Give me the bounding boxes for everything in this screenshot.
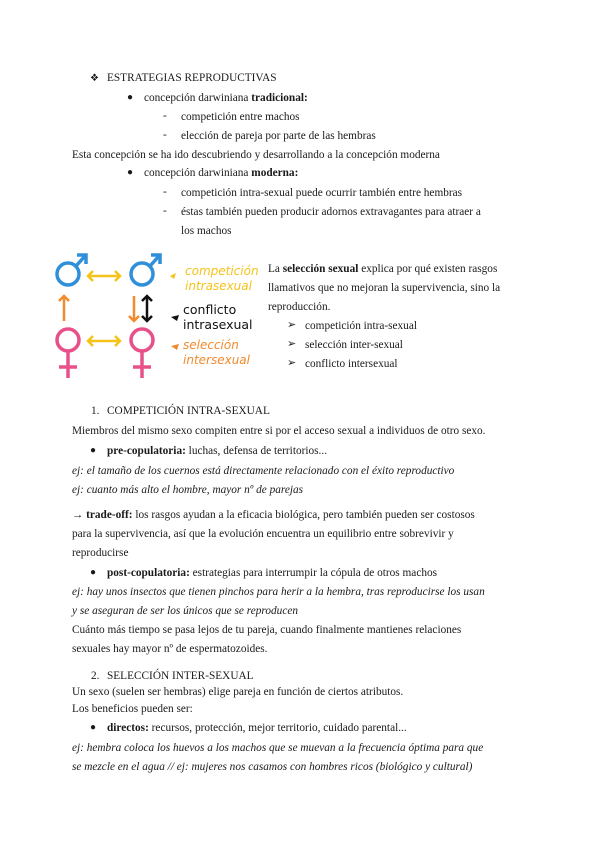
moderna-item-1: competición intra-sexual puede ocurrir también entre hembras [181,187,463,199]
sec2-p2: Los beneficios pueden ser: [72,703,193,715]
bullet-dot: ● [90,567,97,578]
moderna-heading: concepción darwiniana moderna: [144,167,299,179]
sec1-tradeoff-2: para la supervivencia, así que la evolución encuentra un equilibrio entre sobrevivir y [72,528,454,540]
dash: - [163,205,167,217]
selection-item-2: selección inter-sexual [305,339,403,351]
arrow-bullet: ➢ [287,319,297,331]
female-symbol-right [131,329,153,378]
trad-item-2: elección de pareja por parte de las hembras [181,130,376,142]
arrow-orange-right [129,296,139,321]
sec1-example-1: ej: el tamaño de los cuernos está directamente relacionado con el éxito reproductivo [72,465,455,477]
bullet-dot: ● [90,722,97,733]
sec1-tradeoff: → trade-off: los rasgos ayudan a la eficacia biológica, pero también pueden ser costosos [72,509,475,521]
dash: - [163,129,167,141]
arrow-yellow-bottom [88,336,120,346]
sec1-example-3: ej: hay unos insectos que tienen pinchos para herir a la hembra, tras reproducirse los usan [72,586,485,598]
label-intersexual: intersexual [183,353,250,367]
sec2-directos: directos: recursos, protección, mejor territorio, cuidado parental... [107,722,407,734]
sec1-p1: Miembros del mismo sexo compiten entre si por el acceso sexual a individuos de otro sexo. [72,425,486,437]
sec2-example-1: ej: hembra coloca los huevos a los machos que se muevan a la frecuencia óptima para que [72,742,484,754]
label-intrasexual-1: intrasexual [185,279,252,293]
heading-bullet: ❖ [90,73,99,84]
heading-title: ESTRATEGIAS REPRODUCTIVAS [107,72,277,84]
label-intrasexual-2: intrasexual [183,317,253,332]
arrow-bullet: ➢ [287,338,297,350]
label-competicion: competición [185,264,259,278]
bullet-dot: ● [90,445,97,456]
sec1-precopulatoria: pre-copulatoria: luchas, defensa de territorios... [107,445,328,457]
sec1-tradeoff-3: reproducirse [72,547,129,559]
moderna-item-2-cont: los machos [181,225,232,237]
male-symbol-right [131,255,160,285]
legend-marker-black [171,315,179,321]
trad-item-1: competición entre machos [181,111,300,123]
label-conflicto: conflicto [183,302,237,317]
female-symbol-left [57,329,79,378]
legend-marker-yellow [170,273,176,279]
selection-line-1: La selección sexual explica por qué existen rasgos [268,263,498,275]
selection-item-3: conflicto intersexual [305,358,398,370]
sec2-title: SELECCIÓN INTER-SEXUAL [107,670,254,682]
arrow-orange-left [59,296,69,321]
sexual-selection-diagram [50,246,265,384]
transition-text: Esta concepción se ha ido descubriendo y desarrollando a la concepción moderna [72,149,440,161]
arrow-yellow-top [88,271,120,281]
sec2-number: 2. [91,670,100,682]
sec1-p3: sexuales hay mayor nº de espermatozoides. [72,643,268,655]
dash: - [163,110,167,122]
trad-heading: concepción darwiniana tradicional: [144,92,308,104]
sec1-title: COMPETICIÓN INTRA-SEXUAL [107,405,270,417]
arrow-black-double [142,296,152,321]
selection-line-3: reproducción. [268,301,331,313]
bullet-dot: ● [127,92,134,103]
sec2-example-2: se mezcle en el agua // ej: mujeres nos casamos con hombres ricos (biológico y cultural) [72,761,473,773]
selection-line-2: llamativos que no mejoran la supervivencia, sino la [268,282,501,294]
selection-item-1: competición intra-sexual [305,320,417,332]
sec1-p2: Cuánto más tiempo se pasa lejos de tu pareja, cuando finalmente mantienes relaciones [72,624,462,636]
sec1-postcopulatoria: post-copulatoria: estrategias para interrumpir la cópula de otros machos [107,567,438,579]
sec1-example-2: ej: cuanto más alto el hombre, mayor nº de parejas [72,484,304,496]
dash: - [163,186,167,198]
moderna-item-2: éstas también pueden producir adornos extravagantes para atraer a [181,206,481,218]
legend-marker-orange [171,344,179,350]
arrow-bullet: ➢ [287,357,297,369]
sec1-example-4: y se aseguran de ser los únicos que se reproducen [72,605,298,617]
sec1-number: 1. [91,405,100,417]
sec2-p1: Un sexo (suelen ser hembras) elige pareja en función de ciertos atributos. [72,686,404,698]
label-seleccion: selección [183,338,239,352]
bullet-dot: ● [127,167,134,178]
male-symbol-left [57,255,86,285]
